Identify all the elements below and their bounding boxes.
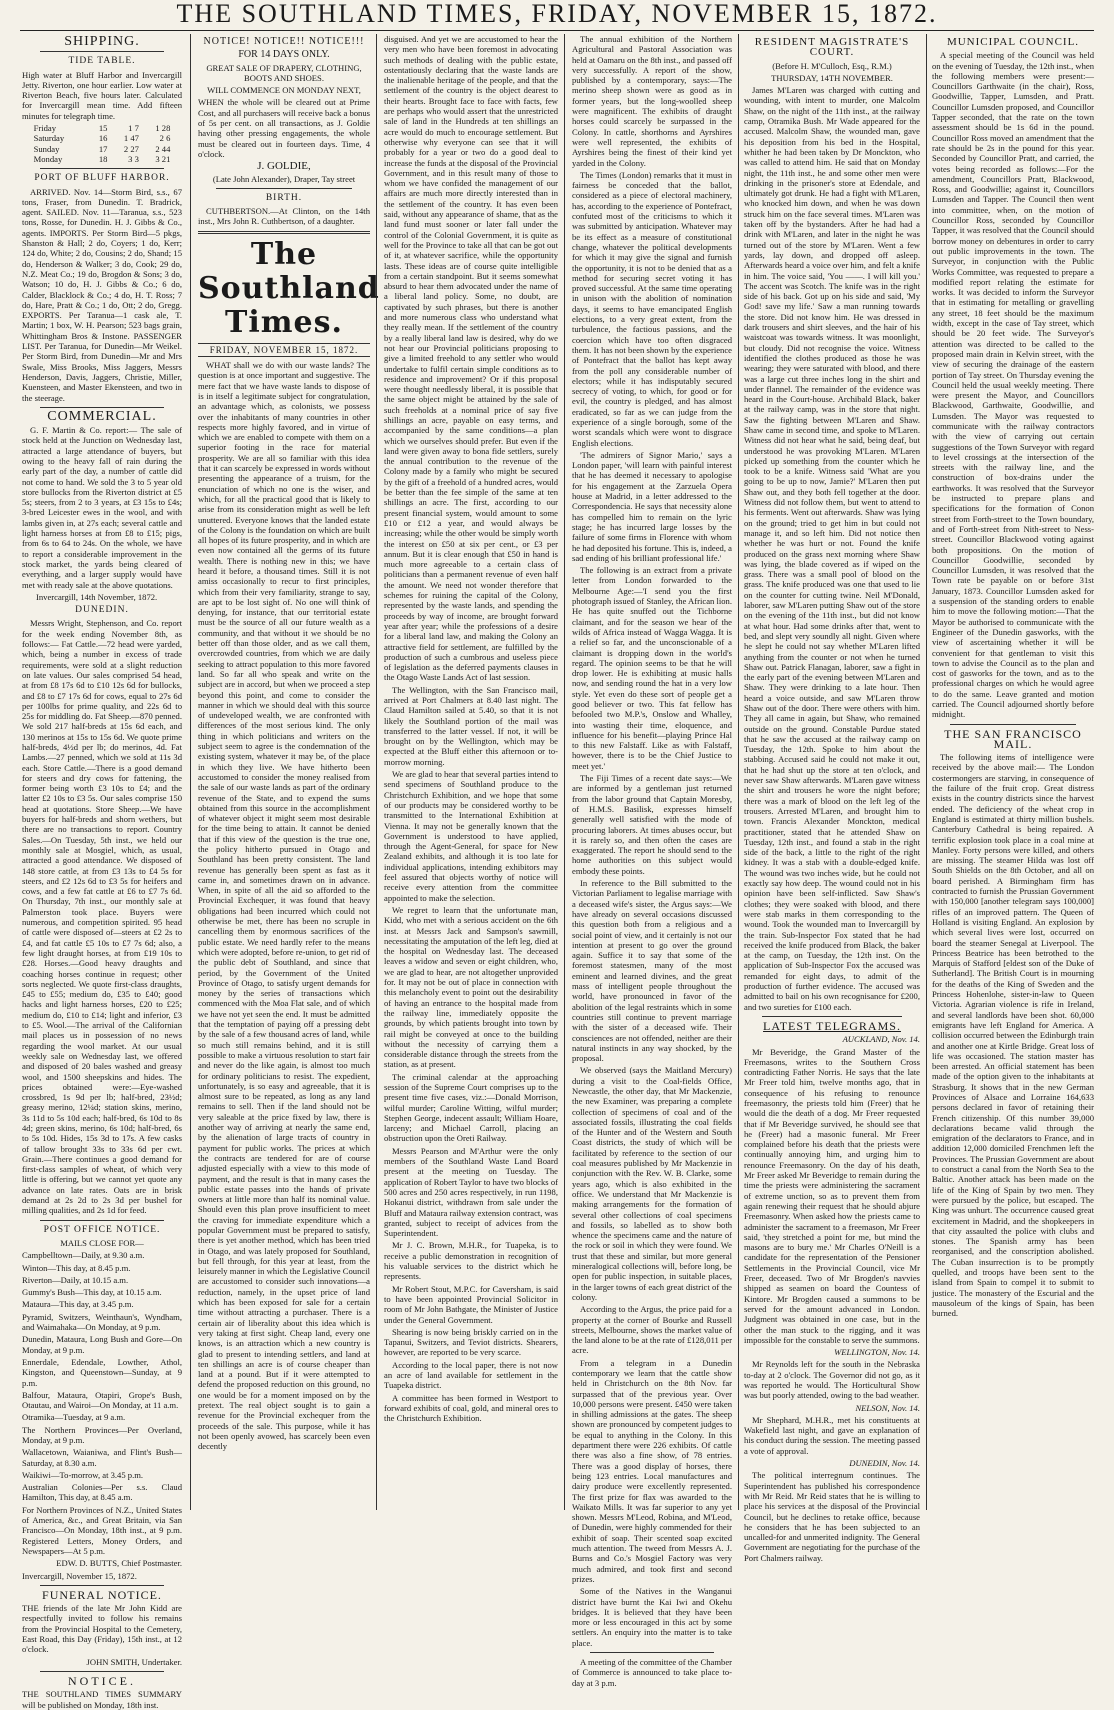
news-item: We observed (says the Maitland Mercury) during a visit to the Coal-fields Office, Newcastle, the other day, that Mr Mackenzie, the new Examiner, was preparing a complete collection of specimens of coal and of the associated fossils, illustrating the coal fields of the Hunter and of the Western and South Coast districts, the study of which will be facilitated by reference to the section of our coal measures published by Mr Mackenzie in conjunction with the Rev. W. B. Clarke, some years ago, which is also exhibited in the office. We understand that Mr Mackenzie is making arrangements for the formation of several other collections of coal specimens and fossils, so labelled as to show both whence the specimens came and the nature of the rock or soil in which they were found. We trust that these and similar, but more general mineralogical collections will, before long, be open for public inspection, in suitable places, in the larger towns of each great district of the colony. [572,1065,732,1302]
tide-row: Monday 18 3 3 3 21 [33,153,171,164]
notice-heading: NOTICE. [68,1673,136,1688]
birth-notice: CUTHBERTSON.—At Clinton, on the 14th inst., Mrs John R. Cuthbertson, of a daughter. [198,206,370,227]
tide-row: Saturday 16 1 47 2 6 [33,133,171,144]
column-1 [22,34,182,1710]
news-item: The Wellington, with the San Francisco mail, arrived at Port Chalmers at 8.40 last night. The Claud Hamilton sailed at 5.40, so that it is not likely the Southland portion of the mail was transferred to the latter vessel. If not, it will be brought on by the Wellington, which may be expected at the Bluff either this afternoon or to-morrow morning. [384,684,558,767]
telegram-dateline: WELLINGTON, Nov. 14. [834,1347,920,1358]
post-office-item: Otramika—Tuesday, at 9 a.m. [22,1412,126,1423]
news-item: The annual exhibition of the Northern Agricultural and Pastoral Association was held at Oamaru on the 8th inst., and passed off very successfully. A report of the show, published by a contemporary, says:—The merino sheep shown were as good as in former years, but the long-woolled sheep were magnificent. The exhibits of draught horses could scarcely be surpassed in the Colony. In cattle, shorthorns and Ayrshires were well represented, the exhibits of Ayrshires being the finest of their kind yet yarded in the Colony. [572,34,732,168]
column-separator [738,34,739,1510]
news-item: 'The admirers of Signor Mario,' says a London paper, 'will learn with painful interest that he has deemed it necessary to apologise for his engagement at the Zarzuela Opera house at Madrid, in a letter addressed to the Correspondencia. He says that necessity alone has compelled him to remain on the lyric stage; he has incurred large losses by the failure of some firms in Florence with whom he had deposited his fortune. This is, indeed, a sad ending of his brilliant professional life.' [572,449,732,563]
telegram-text: Mr Shephard, M.H.R., met his constituents at Wakefield last night, and gave an explanation of his conduct during the session. The meeting passed a vote of approval. [744,1414,920,1456]
post-office-item: The Northern Provinces—Per Overland, Monday, at 9 p.m. [22,1424,182,1445]
court-date: THURSDAY, 14TH NOVEMBER. [771,72,893,83]
tide-intro: High water at Bluff Harbor and Invercargill Jetty. Riverton, one hour earlier. Low water at Riverton Beach, five hours later. Calculated for Invercargill mean time. Add fifteen minutes for telegraph time. [22,69,182,121]
news-item: The following is an extract from a private letter from London forwarded to the Melbourne Age:—'I send you the first photograph issued of Stanley, the African lion. He has quite snuffed out the Tichborne claimant, and for the season we hear of the wilds of Africa instead of Wagga Wagga. It is a relief so far, and the unconscionable of a claimant is dropping down in the world's regard. The opinion seems to be that he will drop lower. He is exhibiting at music halls now, and sending round the hat in a very low style. Yet even do these sort of people get a good believer or two. This fat fellow has befooled two M.P.'s, Onslow and Whalley, into wasting their time, eloquence, and influence for his benefit—playing Prince Hal to this new Falstaff. Like as with Falstaff, however, there is to be the Chief Justice to meet yet.' [572,565,732,771]
court-report: James M'Laren was charged with cutting and wounding, with intent to murder, one Malcolm Shaw, on the night of the 11th inst., at the railway camp, Otramika Bush. Mr Wade appeared for the accused. Malcolm Shaw, the wounded man, gave his deposition from his bed in the Hospital, whither he had been taken by Dr Monckton, who was called to attend him. He said that on Monday night, the 11th inst., he and some other men were drinking in the prisoner's store at Edendale, and ultimately got drunk. He had a fight with M'Laren, who knocked him down, and when he was down struck him on the face several times. M'Laren was taken off by the bystanders. After he had had a drink with M'Laren, and later in the night he was turned out of the store by M'Laren. Went a few yards, lay down, and dropped off asleep. Afterwards heard a voice over him, and felt a knife in him. The voice said, 'You ——. I will kill you.' The accent was Scotch. The knife was in the right side of his back. Got up on his side and said, 'My God! save my life.' Saw a man running towards the store. Did not know him. He was dressed in dark trousers and shirt sleeves, and the hair of his waistcoat was towards witness. It was moonlight, but cloudy. Did not recognise the voice. Witness identified the clothes produced as those he was wearing; they were saturated with blood, and there was a large cut three inches long in the shirt and under flannel. The remainder of the evidence was heard in the Court-house. Archibald Black, baker at the railway camp, was in the store that night. Saw the fighting between M'Laren and Shaw. Shaw came in second time, and spoke to M'Laren. Witness did not hear what he said, being deaf, but understood he was provoking M'Laren. M'Laren picked up something from the counter which he took to be a knife. Witness said 'What are you going to be up to now, Jamie?' M'Laren then put Shaw out, and they both fell together at the door. Witness did not follow them, but went to attend to his ferments. Went out afterwards. Shaw was lying on the ground; tried to get him in but could not manage it, and so left him. Did not notice then whether he was hurt or not. Found the knife produced on the grass next morning where Shaw was lying, the blade covered as if wiped on the grass. There was a small pool of blood on the grass. The knife produced was one that used to lie on the counter for cutting twine. Neil M'Donald, laborer, saw M'Laren putting Shaw out of the store on the evening of the 11th inst., but did not know at what hour. Had some drinks after that, went to bed, and slept very soundly all night. Given where he slept he could not say whether M'Laren lifted anything from the counter or not when he turned Shaw out. Patrick Flanagan, laborer, saw a fight in the early part of the evening between M'Laren and Shaw. They were drinking to a late hour. Then heard a voice outside, and saw M'Laren throw Shaw out of the door. There were others with him. They all came in again, but Shaw, who remained outside on the ground. Constable Purdue stated that he saw the accused at the railway camp on Tuesday, the 12th. Spoke to him about the stabbing. Accused said he could not make it out, that he had shut up the store at ten o'clock, and never saw Shaw afterwards. M'Laren gave witness the shirt and trousers he wore the night before; there was a mark of blood on the left leg of the trousers. Arrested M'Laren, and brought him to town. Francis Alexander Monckton, medical practitioner, stated that he attended Shaw on Tuesday, 12th inst., and found a stab in the right side of the back, a little to the right of the right kidney. It was a stab with a double-edged knife. The wound was two inches wide, but he could not exactly say how deep. The wound could not in his opinion have been self-inflicted. Saw Shaw's clothes; they were soaked with blood, and there were stab marks in them corresponding to the wound. Took the wounded man to Invercargill by the train. Sub-Inspector Fox stated that he had received the knife produced from Black, the baker at the camp, on Tuesday, the 12th inst. On the application of Sub-Inspector Fox the accused was remanded for eight days, to admit of the production of further evidence. The accused was admitted to bail on his own recognisance for £200, and two sureties for £100 each. [744,85,920,1012]
telegram-dateline: DUNEDIN, Nov. 14. [849,1458,920,1469]
newspaper-nameplate: The Southland Times. [198,236,380,340]
post-office-heading: POST OFFICE NOTICE. [43,1224,161,1235]
tide-row: Sunday 17 2 27 2 44 [33,143,171,154]
post-office-item: Pyramid, Switzers, Weinthaun's, Wyndham, and Waimahaka—On Monday, at 9 p.m. [22,1311,182,1333]
news-item: Mr J. C. Brown, M.H.R., for Tuapeka, is to receive a public demonstration in recognition of his valuable services to the district which he represents. [384,1240,558,1282]
tide-table-heading: TIDE TABLE. [68,56,136,67]
masthead-rule [20,30,1094,31]
column-separator [376,34,377,1510]
post-office-item: Campbelltown—Daily, at 9.30 a.m. [22,1250,145,1261]
notice-text: THE SOUTHLAND TIMES SUMMARY will be published on Monday, 18th inst. [22,1689,182,1710]
leader-article: WHAT shall we do with our waste lands? The question is at once important and suggestive. The mere fact that we have waste lands to dispose of is in itself a legitimate subject for congratulation, an advantage which, as colonists, we possess over the inhabitants of many countries in other respects more highly favored, and in virtue of which we are enabled to compete with them on a superior footing in the race for material prosperity. We are all so familiar with this idea that it can scarcely be expressed in words without presenting the appearance of a truism, for the enunciation of which no one is the wiser, and which, for all the practical good that is likely to arise from its consideration might as well be left unuttered. Everyone knows that the landed estate of the Colony is the foundation on which are built all hopes of its future prosperity, and in which are even now contained all the germs of its future wealth. There is nothing new in this; we have heard it before, a thousand times. Still it is not amiss occasionally to recur to first principles, which from their very familiarity, strange to say, are apt to be lost sight of. No one will think of denying, for instance, that our territorial estate must be the source of all our future wealth as a community, and that without it we should be no better off than those older, and as we call them, overcrowded countries, from which we are daily seeking to attract population to this more favored land. So far all who speak and write on the subject are in accord, but when we proceed a step beyond this point, and come to consider the manner in which we should deal with this source of undeveloped wealth, we are confronted with differences of the most serious kind. The only thing in which politicians and writers on the subject seem to agree is the condemnation of the existing system, whatever it may be, of the place in which they live. We have hitherto been accustomed to consider the money realised from the sale of our waste lands as part of the ordinary revenue of the State, and to expend the sums obtained from this source in the accomplishment of whatever object it might seem most desirable for the time being to attain. It cannot be denied that if this view of the question is the true one, the policy hitherto pursued in Otago and Southland has been pretty consistent. The land revenue has generally been spent as fast as it came in, and sometimes drawn on in advance. When, in spite of all the aid so afforded to the Provincial Exchequer, it was found that heavy obligations had been incurred which could not otherwise be met, there has been no scruple in cancelling them by enormous sacrifices of the public estate. We need hardly refer to the means which were adopted, before re-union, to get rid of the public debt of Southland, and since that period, by the Government of the United Province of Otago, to satisfy urgent demands for money by the series of transactions which commenced with the Moa Flat sale, and of which we have not yet seen the end. It must be admitted that the temptation of paying off a pressing debt by the sale of a few thousand acres of land, while so much still remains behind, and it is still possible to make a virtuous resolution to start fair and never do the like again, is almost too much for ordinary politicians to resist. The expedient, unfortunately, is so easy and agreeable, that it is almost sure to be repeated, as long as any land remains to sell. Then if the land should not be very saleable at the price fixed by law, there is another way of arriving at nearly the same end, by the alienation of large tracts of country in payment for public works. The prices at which the contracts are tendered for are of course adjusted especially with a view to this mode of payment, and the result is that in many cases the public estate passes into the hands of private owners at little more than half its nominal value. Should even this plan prove insufficient to meet the craving for immediate expenditure which a popular Government must be prepared to satisfy, there is yet another method, which has been tried in Otago, and was lately proposed for Southland, but fell through, for this year at least, from the leisurely manner in which the Legislative Council are accustomed to consider such innovations—a reduction, namely, in the upset price of land which has been exposed for sale for a certain time without attracting a purchaser. There is a certain air of liberality about this idea which is very taking at first sight. Cheap land, every one knows, is an attraction which a new country is glad to present to intending settlers, and land at ten shillings an acre is of course cheaper than land at a pound. But if it were attempted to defend the proposed reduction on this ground, no one would be for a moment imposed on by the pretext. The real object sought is to gain a revenue for the Provincial exchequer from the proceeds of the sale. This purpose, while it has not been openly avowed, has scarcely been even decently [198,360,370,1452]
column-4 [572,34,732,1688]
news-item: Shearing is now being briskly carried on in the Tapanui, Switzers, and Teviot districts. Shearers, however, are reported to be very scarce. [384,1326,558,1358]
news-item: A meeting of the committee of the Chamber of Commerce is announced to take place to-day at 3 p.m. [572,1657,732,1688]
news-item: In reference to the Bill submitted to the Victorian Parliament to legalise marriage with a deceased wife's sister, the Argus says:—We have already on several occasions discussed this question both from a religious and a social point of view, and it certainly is not our intention at present to go over the ground again. Suffice it to say that some of the foremost statesmen, many of the most eminent and learned divines, and the great mass of intelligent people throughout the world, have pronounced in favor of the abolition of the legal restraints which in some countries still continue to prevent marriage with the sister of a deceased wife. Their consciences are not offended, neither are their natural instincts in any way shocked, by the proposal. [572,878,732,1064]
divider [40,1220,164,1221]
divider [40,168,164,169]
post-office-item: Gummy's Bush—This day, at 10.15 a.m. [22,1287,162,1298]
court-heading: RESIDENT MAGISTRATE'S COURT. [754,36,910,59]
post-office-date: Invercargill, November 15, 1872. [22,1570,137,1581]
news-item: The criminal calendar at the approaching session of the Supreme Court comprises up to the present time five cases, viz.:—Donald Morrison, wilful murder; Caroline Witting, wilful murder; Stephen George, indecent assault; William Hoare, larceny; and Michael Carroll, placing an obstruction upon the Oreti Railway. [384,1071,558,1144]
post-office-item: Mataura—This day, at 3.45 p.m. [22,1299,134,1310]
divider [40,1671,164,1672]
telegram-text: Mr Reynolds left for the south in the Nebraska to-day at 2 o'clock. The Governor did not go, as it was reported he would. The Horticultural Show was but poorly attended, owing to the bad weather. [744,1359,920,1401]
post-office-item: Waikiwi—To-morrow, at 3.45 p.m. [22,1469,144,1480]
post-office-item: Dunedin, Mataura, Long Bush and Gore—On Monday, at 9 p.m. [22,1334,182,1355]
column-separator [926,34,927,1510]
birth-heading: BIRTH. [265,192,303,203]
commercial-heading: COMMERCIAL. [47,408,157,424]
column-separator [564,34,565,1510]
news-item: Mr Robert Stout, M.P.C. for Caversham, is said to have been appointed Provincial Solicitor in room of Mr John Bathgate, the Minister of Justice under the General Government. [384,1283,558,1325]
divider [590,1652,714,1653]
news-item: The Times (London) remarks that it must in fairness be conceded that the ballot, considered as a piece of electoral machinery, has, according to the experience of Pontefract, confuted most of the criticisms to which it was submitted by anticipation. Whatever may be its effect as a measure of constitutional change, whatever the political developments for which it may give the signal and furnish the opportunity, it is not to be denied that as a method for securing secret voting it has proved successful. At the same time operating in unison with the abolition of nomination days, it seems to have emancipated English elections, to a very great extent, from the turbulence, the factious passions, and the coercion which have too often disgraced them. It has not been shown by the experience of Pontefract that the ballot has kept away from the poll any considerable number of electors; while it has indisputably secured secrecy of voting, to which, for good or for evil, the country is pledged, and has almost eradicated, so far as we can judge from the experience of a single borough, some of the worst scandals which were wont to disgrace English elections. [572,169,732,448]
news-item: The Fiji Times of a recent date says:—We are informed by a gentleman just returned from the labor ground that Captain Moresby, of H.M.S. Basilisk, expresses himself generally well satisfied with the mode of procuring laborers. At times abuses occur, but it is rarely so, and then often the cases are exaggerated. The report he should send to the home authorities on this subject would embody these points. [572,773,732,876]
funeral-text: THE friends of the late Mr John Kidd are respectfully invited to follow his remains from the Provincial Hospital to the Cemetery, East Road, this Day (Friday), 15th inst., at 12 o'clock. [22,1603,182,1655]
funeral-heading: FUNERAL NOTICE. [42,1587,162,1602]
post-office-item: Riverton—Daily, at 10.15 a.m. [22,1274,129,1285]
news-item: According to the local paper, there is not now an acre of land available for settlement in the Tuapeka district. [384,1359,558,1391]
masthead-title: THE SOUTHLAND TIMES, FRIDAY, NOVEMBER 15, 1872. [176,0,938,28]
tide-row: Friday 15 1 7 1 28 [33,123,171,134]
commercial-report: G. F. Martin & Co. report:— The sale of stock held at the Junction on Wednesday last, attracted a large attendance of buyers, but owing to the heavy fall of rain during the early part of the day, a number of cattle did not come to hand. We sold the 3 to 5 year old store bullocks from the Riverton district at £5 5s; steers, from 2 to 3 years, at £3 15s to £4s; 3-bred Leicester ewes in the wool, and with lambs given in, at 27s each; several cattle and light harness horses at from £8 to £15; pigs, from 6s to 64 to 24s. On the whole, we have to report a considerable improvement in the stock market, the yards being cleared of everything, and a larger supply would have met with ready sale at the above quotations. [22,425,182,590]
divider [216,188,352,189]
news-item: Some of the Natives in the Wanganui district have burnt the Kai Iwi and Okehu bridges. It is believed that they have been more or less encouraged in this act by some settlers. An enquiry into the matter is to take place. [572,1586,732,1648]
divider [40,407,164,408]
column-3 [384,34,558,1510]
court-subheading: (Before H. M'Culloch, Esq., R.M.) [772,60,892,71]
funeral-signature: JOHN SMITH, Undertaker. [86,1656,182,1667]
commercial-signature: Invercargill, 14th November, 1872. [36,591,158,602]
news-item: A committee has been formed in Westport to forward exhibits of coal, gold, and mineral ores to the Christchurch Exhibition. [384,1392,558,1424]
news-item: Messrs Pearson and M'Arthur were the only members of the Southland Waste Land Board present at the meeting on Tuesday. The application of Robert Taylor to have two blocks of 500 acres and 250 acres respectively, in run 1198, Hokanui district, withdrawn from sale under the Bluff and Mataura railway extension contract, was granted, subject to receipt of advices from the Superintendent. [384,1145,558,1239]
column-6 [932,34,1094,1510]
dunedin-heading: DUNEDIN. [75,605,129,616]
ad-commence: WILL COMMENCE ON MONDAY NEXT, [207,85,361,96]
leader-article-continued: disguised. And yet we are accustomed to hear the very men who have been foremost in advocating such methods of dealing with the public estate, ostentatiously declaring that the waste lands are the inalienable heritage of the people, and that the settlement of the country is the object dearest to their hearts. Brought face to face with facts, few are perhaps who would assert that the unrestricted sale of land in the Hundreds at ten shillings an acre would do much to encourage settlement. But otherwise why everyone can see that it will probably for a year or two do a good deal to increase the funds at the disposal of the Provincial Government, and in this result many of those to whom we have confided the management of our affairs are much more directly interested than in the settlement of the country. It has even been said, without any appearance of shame, that as the land fund must sooner or later fall under the control of the Colonial Government, it is quite as well for the Province to take all that can be got out of it, at whatever sacrifice, while the opportunity lasts. These ideas are of course quite intelligible from a certain standpoint. But it seems somewhat absurd to hear them advocated under the name of a liberal land policy. Some, no doubt, are captivated by such phrases, but there is another and more numerous class who understand what they really mean. If the settlement of the country by a really liberal land law is desired, why do we not hear our Provincial politicians proposing to give a limited freehold to any settler who would undertake to fulfil certain simple conditions as to residence and improvement? Or if this proposal were thought needlessly liberal, it is possible that the same object might be attained by the sale of such freeholds at a nominal price of say five shillings an acre, payable on easy terms, and accompanied by the same conditions—a plan which we ourselves should prefer. But even if the land were given away to bona fide settlers, surely the annual contribution to the revenue of the Colony made by a family who might be secured by the gift of a freehold of a hundred acres, would be better than the fee simple of the same at ten shillings an acre. The first, according to our present financial system, would amount to some £10 or £12 a year, and would always be increasing; while the other would be simply worth the interest on £50 at six per cent., or £3 per annum. But it is clear enough that £50 in hand is much more agreeable to a certain class of politicians than a permanent revenue of even half the amount. We need not wonder therefore that schemes for ruining the capital of the Colony, represented by the waste lands, and spending the proceeds by way of income, are brought forward year after year; while the professions of a desire for a liberal land law, and making the Colony an attractive field for settlement, are fulfilled by the production of such a cumbrous and useless piece of legislation as the deferred payments clauses in the Otago Waste Lands Act of last session. [384,34,558,683]
post-office-item: Wallacetown, Waianiwa, and Flint's Bush—Saturday, at 8.30 a.m. [22,1447,182,1468]
telegram-text: The political interregnum continues. The Superintendent has published his correspondence with Mr Reid. Mr Reid states that he is willing to place his services at the disposal of the Provincial Council, but he declines to retake office, because he considers that he has been subjected to an uncalled-for and unmerited indignity. The General Government are negotiating for the purchase of the Port Chalmers railway. [744,1470,920,1563]
dunedin-report: Messrs Wright, Stephenson, and Co. report for the week ending November 8th, as follows:— Fat Cattle.—72 head were yarded, which, being a number in excess of trade requirements, were sold at a slight reduction on late values. Our sales comprised 54 head, at from £8 17s 6d to £10 12s 6d for bullocks, and £8 to £7 17s 6d for cows, equal to 27s 6d per 100lbs for prime quality, and 22s 6d to 25s for middling do. Fat Sheep.—870 penned. We sold 217 half-breds at 15s 6d each, and 130 merinos at 15s to 15s 6d. We quote prime half-breds, 4½d per lb; do merinos, 4d. Fat Lambs.—27 penned, which we sold at 11s 3d each. Store Cattle.—There is a good demand for steers and dry cows for fattening, the former being worth £3 10s to £4; and the latter £2 10s to £3 5s. Our sales comprise 150 head at quotations. Store Sheep.—We have buyers for half-breds and shorn wethers, but there are no transactions to report. Country Sales.—On Tuesday, 5th inst., we held our monthly sale at Mosgiel, which, as usual, attracted a good attendance. We disposed of 148 store cattle, at from £3 13s to £4 5s for steers, and £2 12s 6d to £3 5s for heifers and cows, and a few fat cattle at £6 to £7 7s 6d. On Thursday, 7th inst., our monthly sale at Palmerston took place. Buyers were numerous, and competition spirited. 95 head of cattle were disposed of—steers at £2 2s to £4, and fat cattle £5 10s to £7 7s 6d; also, a few light draught horses, at from £19 10s to £28. Horses.—Good heavy draughts and coaching horses continue in request; other sorts neglected. We quote first-class draughts, £45 to £55; medium do, £35 to £40; good hacks and light harness horses, £20 to £25; medium do, £10 to £14; light and inferior, £3 to £5. Wool.—The arrival of the Californian mail places us in possession of no news regarding the wool market. At our usual weekly sale on Wednesday last, we offered and disposed of 20 bales washed and greasy wool, and 1500 sheepskins and hides. The prices obtained were:—Eye-washed crossbred, 1s 9d per lb; half-bred, 23½d; greasy merino, 12¼d; station skins, merino, 3s 11d to 5s 10d each; half-bred, 6s 10d to 8s 4d; green skins, merino, 6s 10d; half-bred, 6s to 5s 10d. Hides, 15s 3d to 17s. A few casks of tallow brought 33s to 33s 6d per cwt. Grain.—There continues a good demand for first-class samples of wheat, of which very little is offering, but we cannot yet quote any advance on late rates. Oats are in brisk demand at 2s 2d to 2s 3d per bushel for milling qualities, and 2s 1d for feed. [22,618,182,1216]
telegram-dateline: NELSON, Nov. 14. [855,1402,920,1413]
ad-heading: NOTICE! NOTICE!! NOTICE!!! [203,36,365,47]
column-2 [198,34,380,1510]
column-separator [190,34,191,1510]
council-report: A special meeting of the Council was held on the evening of Tuesday, the 12th inst., when the following members were present:—Councillors Garthwaite (in the chair), Ross, Goodwillie, Tapper, Lumsden, and Pratt. Councillor Lumsden proposed, and Councillor Tapper seconded, that the rate on the town assessment should be 1s 6d in the pound. Councillor Ross moved an amendment that the rate should be 2s in the pound for this year. Seconded by Councillor Pratt, and carried, the votes being recorded as follows:—For the amendment, Councillors Pratt, Blackwood, Ross, and Goodwillie; against it, Councillors Lumsden and Tapper. The Council then went into committee, when, on the motion of Councillor Ross, seconded by Councillor Tapper, it was resolved that the Council should borrow money on debentures in order to carry out public improvements in the town. The Surveyor, in conjunction with the Public Works Committee, was requested to prepare a modified report relating the estimate for works. It was decided to inform the Surveyor that in estimating for metalling or gravelling any street, 18 feet should be the maximum width, except in the case of Tay street, which should be 20 feet wide. The Surveyor's attention was directed to be called to the proposed main drain in Kelvin street, with the view of securing the drainage of the eastern portion of Tay street. On Thursday evening the Council held the usual weekly meeting. There were present the Mayor, and Councillors Blackwood, Garthwaite, Goodwillie, and Lumsden. The Mayor was requested to communicate with the railway contractors with the view of carrying out certain suggestions of the Town Surveyor with regard to level crossings at the intersection of the streets with the railway line, and the construction of box-drains under the earthworks. It was resolved that the Surveyor be instructed to prepare plans and specifications for the formation of Conon street from Forth-street to the Town boundary, and of Forth-street from Nith-street to Ness-street. Councillor Blackwood voting against both propositions. On the motion of Councillor Goodwillie, seconded by Councillor Lumsden, it was resolved that the Town rate be payable on or before 31st January, 1873. Councillor Lumsden asked for a suspension of the standing orders to enable him to move the following motion:—That the Mayor be authorised to communicate with the Engineer of the Dunedin gasworks, with the view of ascertaining whether it will be convenient for that gentleman to visit this town to advise the Council as to the plan and cost of gasworks for the town, and as to the professional charges on which he would agree to do the same. Leave granted and motion carried. The Council adjourned shortly before midnight. [932,50,1094,720]
ad-address: (Late John Alexander), Draper, Tay street [212,173,356,184]
post-office-signature: EDW. D. BUTTS, Chief Postmaster. [56,1558,182,1569]
telegrams-list [744,1034,920,1563]
ad-subheading: FOR 14 DAYS ONLY. [238,49,330,61]
post-office-item: Balfour, Mataura, Otapiri, Grope's Bush, Otautau, and Wairoi—On Monday, at 11 a.m. [22,1389,182,1411]
divider [40,1585,164,1586]
telegrams-heading: LATEST TELEGRAMS. [763,1018,901,1033]
news-item: According to the Argus, the price paid for a property at the corner of Bourke and Russell streets, Melbourne, shows the market value of the land alone to be at the rate of £128,011 per acre. [572,1304,732,1356]
shipping-heading: SHIPPING. [64,34,140,49]
mail-heading: THE SAN FRANCISCO MAIL. [944,726,1082,751]
divider [40,51,164,52]
post-office-item: Ennerdale, Edendale, Lowther, Athol, Kingston, and Queenstown—Sunday, at 9 p.m. [22,1356,182,1388]
news-item: We are glad to hear that several parties intend to send specimens of Southland produce to the Christchurch Exhibition, and we hope that some of our products may be considered worthy to be transmitted to the International Exhibition at Vienna. It may not be generally known that the Government is understood to have applied, through the Agent-General, for space for New Zealand exhibits, and although it is too late for individual applications, intending exhibitors may feel assured that objects worthy of notice will receive every attention from the committee appointed to make the selection. [384,769,558,903]
post-office-item: For Northern Provinces of N.Z., United States of America, &c., and Great Britain, via San Francisco—On Monday, 18th inst., at 9 p.m. Registered Letters, Money Orders, and Newspapers—At 5 p.m. [22,1504,182,1556]
post-office-item: Australian Colonies—Per s.s. Claud Hamilton, This day, at 8.45 a.m. [22,1482,182,1503]
divider [950,724,1076,725]
post-office-item: Winton—This day, at 8.45 p.m. [22,1262,131,1273]
dateline: FRIDAY, NOVEMBER 15, 1872. [198,343,370,357]
telegram-text: Mr Beveridge, the Grand Master of the Freemasons, writes to the Southern Cross contradicting Father Norris. He says that the late Mr Freer told him, twelve months ago, that in consequence of his refusing to renounce freemasonry, the priests told him (Freer) that he would die the death of a dog. Mr Freer requested that if Mr Beveridge survived, he should see that he (Freer) had a masonic funeral. Mr Freer complained before his death that the priests were continually annoying him, and urging him to renounce Freemasonry. On the day of his death, Mr Freer asked Mr Beveridge to remain during the time the priests were administering the sacrament of extreme unction, so as to prevent them from again renewing their request that he should abjure Freemasonry. When asked how the priests came to administer the sacrament to a freemason, Mr Freer said, 'they stretched a point for me, but mind the masons are to bury me.' Mr Charles O'Neill is a candidate for the representation of the Pensioner Settlements in the Provincial Council, vice Mr Freer, deceased. Two of Mr Brogden's navvies shipped as seamen on board the Countess of Kintore. Mr Brogden caused a summons to be served for the amount advanced in London. Judgment was obtained in one case, but in the other the man stuck to the rigging, and it was impossible for the constable to serve the summons. [744,1046,920,1345]
post-office-subheading: MAILS CLOSE FOR— [60,1237,144,1248]
ad-body: WHEN the whole will be cleared out at Prime Cost, and all purchasers will receive back a bonus of 5s per cent. on all transactions, as J. Goldie having other pressing engagements, the whole must be cleared out in fourteen days. Time, 4 o'clock. [198,97,370,159]
telegram-dateline: AUCKLAND, Nov. 14. [842,1034,920,1045]
column-5 [744,34,920,1563]
mail-report: The following items of intelligence were received by the above mail:— The London costermongers are starving, in consequence of the failure of the fruit crop. Great distress exists in the country districts since the harvest ended. The deficiency of the wheat crop in England is estimated at thirty million bushels. Canterbury Cathedral is being repaired. A terrific explosion took place in a coal mine at Manley. Forty persons were killed, and others are missing. The steamer Hilda was lost off South Shields on the 8th October, and all on board perished. A Birmingham firm has contracted to furnish the Prussian Government with 150,000 [another telegram says 100,000] rifles of an improved pattern. The Queen of Holland is visiting England. An explosion by which several lives were lost, occurred on board the steamer Senegal at Liverpool. The Princess Beatrice has been betrothed to the Marquis of Stafford [eldest son of the Duke of Sutherland]. The British Court is in mourning for the deaths of the King of Sweden and the Princess Hohenlohe, sister-in-law to Queen Victoria. Agrarian violence is rife in Ireland, and several landlords have been shot. 60,000 emigrants have left England for America. A collision occurred between the Edinburgh train and another one at Kirtle Bridge. Great loss of life was occasioned. The station master has been arrested. An official statement has been made of the option given to the inhabitants at Strasburg. It shows that in the new German Provinces of Alsace and Lorraine 164,633 persons declared in favor of retaining their French citizenship. Of this number 39,000 declarations became valid through the emigration of the declarators to France, and in addition 12,000 domiciled Frenchmen left the Provinces. The Prussian Government are about to construct a canal from the North Sea to the Baltic. Another attack has been made on the life of the King of Spain by two men. They were pursued by the police, but escaped. The King was unhurt. The occurrence caused great excitement in Madrid, and the shopkeepers in that city assaulted the police with clubs and stones. The Spanish army has been reorganised, and the conscription abolished. The Cuban insurrection is to be promptly quelled, and troops have been sent to the island from Spain to compel it to submit to justice. The monastery of the Escurial and the mausoleum of the kings of Spain, has been burned. [932,752,1094,1319]
ad-sale: GREAT SALE OF DRAPERY, CLOTHING, BOOTS AND SHOES. [206,62,362,83]
news-item: From a telegram in a Dunedin contemporary we learn that the cattle show held in Christchurch on the 8th Nov. far surpassed that of the previous year. Over 10,000 persons were present. £450 were taken in shilling admissions at the gates. The sheep shown are pronounced by competent judges to be equal to anything in the Colony. In this department there were 226 exhibits. Of cattle there was also a fine show, of 78 entries. There was a good display of horses, there being 123 entries. Local manufactures and dairy produce were excellently represented. The first prize for flax was awarded to the Waikato Mills. It was far superior to any yet shown. Messrs M'Leod, Robina, and M'Leod, of Dunedin, were highly commended for their exhibit of soap. Their scented soap excited much attention. The tweed from Messrs A. J. Burns and Co.'s Mosgiel Factory was very much admired, and took first and second prizes. [572,1357,732,1584]
council-heading: MUNICIPAL COUNCIL. [946,36,1080,48]
news-item: We regret to learn that the unfortunate man, Kidd, who met with a serious accident on the 6th inst. at Messrs Jack and Sampson's sawmill, necessitating the amputation of the left leg, died at the hospital on Wednesday last. The deceased leaves a widow and seven or eight children, who, we are glad to hear, are not altogether unprovided for. It may not be out of place in connection with this melancholy event to point out the desirability of having an entrance to the hospital made from the railway line, immediately opposite the grounds, by which patients brought into town by rail might be conveyed at once to the building without the necessity of carrying them a considerable distance through the streets from the station, as at present. [384,904,558,1070]
divider [198,231,370,234]
port-text: ARRIVED. Nov. 14—Storm Bird, s.s., 67 tons, Fraser, from Dunedin. T. Bradrick, agent. SAILED. Nov. 11—Taranua, s.s., 523 tons, Rosse, for Dunedin. H. J. Gibbs & Co., agents. IMPORTS. Per Storm Bird—5 pkgs, Shanston & Hall; 2 do, Coyers; 1 do, Kerr; 124 do, White; 2 do, Cousins; 2 do, Shand; 15 do, Henderson & Walker; 3 do, Cook; 29 do, N.Z. Meat Co.; 19 do, Brogdon & Sons; 3 do, Watson; 10 do, H. J. Gibbs & Co.; 6 do, Calder, Blacklock & Co.; 4 do, H. T. Ross; 7 do, Hare, Pratt & Co.; 1 do, Ott; 2 do, Gregg. EXPORTS. Per Taranua—1 cask ale, T. Martin; 1 box, W. H. Pearson; 523 bags grain, Whittingham Bros & Instone. PASSENGER LIST. Per Taranua, for Dunedin—Mr Weikel. Per Storm Bird, from Dunedin—Mr and Mrs Swale, Miss Brooks, Miss Jaggers, Messrs Henderson, Davis, Jaggers, Christie, Miller, Kuensteen, and Master Ekensteen, and two in the steerage. [22,186,182,403]
tide-table [32,123,173,164]
port-heading: PORT OF BLUFF HARBOR. [34,173,170,184]
ad-name: J. GOLDIE, [257,160,311,173]
divider [762,1016,902,1017]
post-office-list [22,1250,182,1556]
